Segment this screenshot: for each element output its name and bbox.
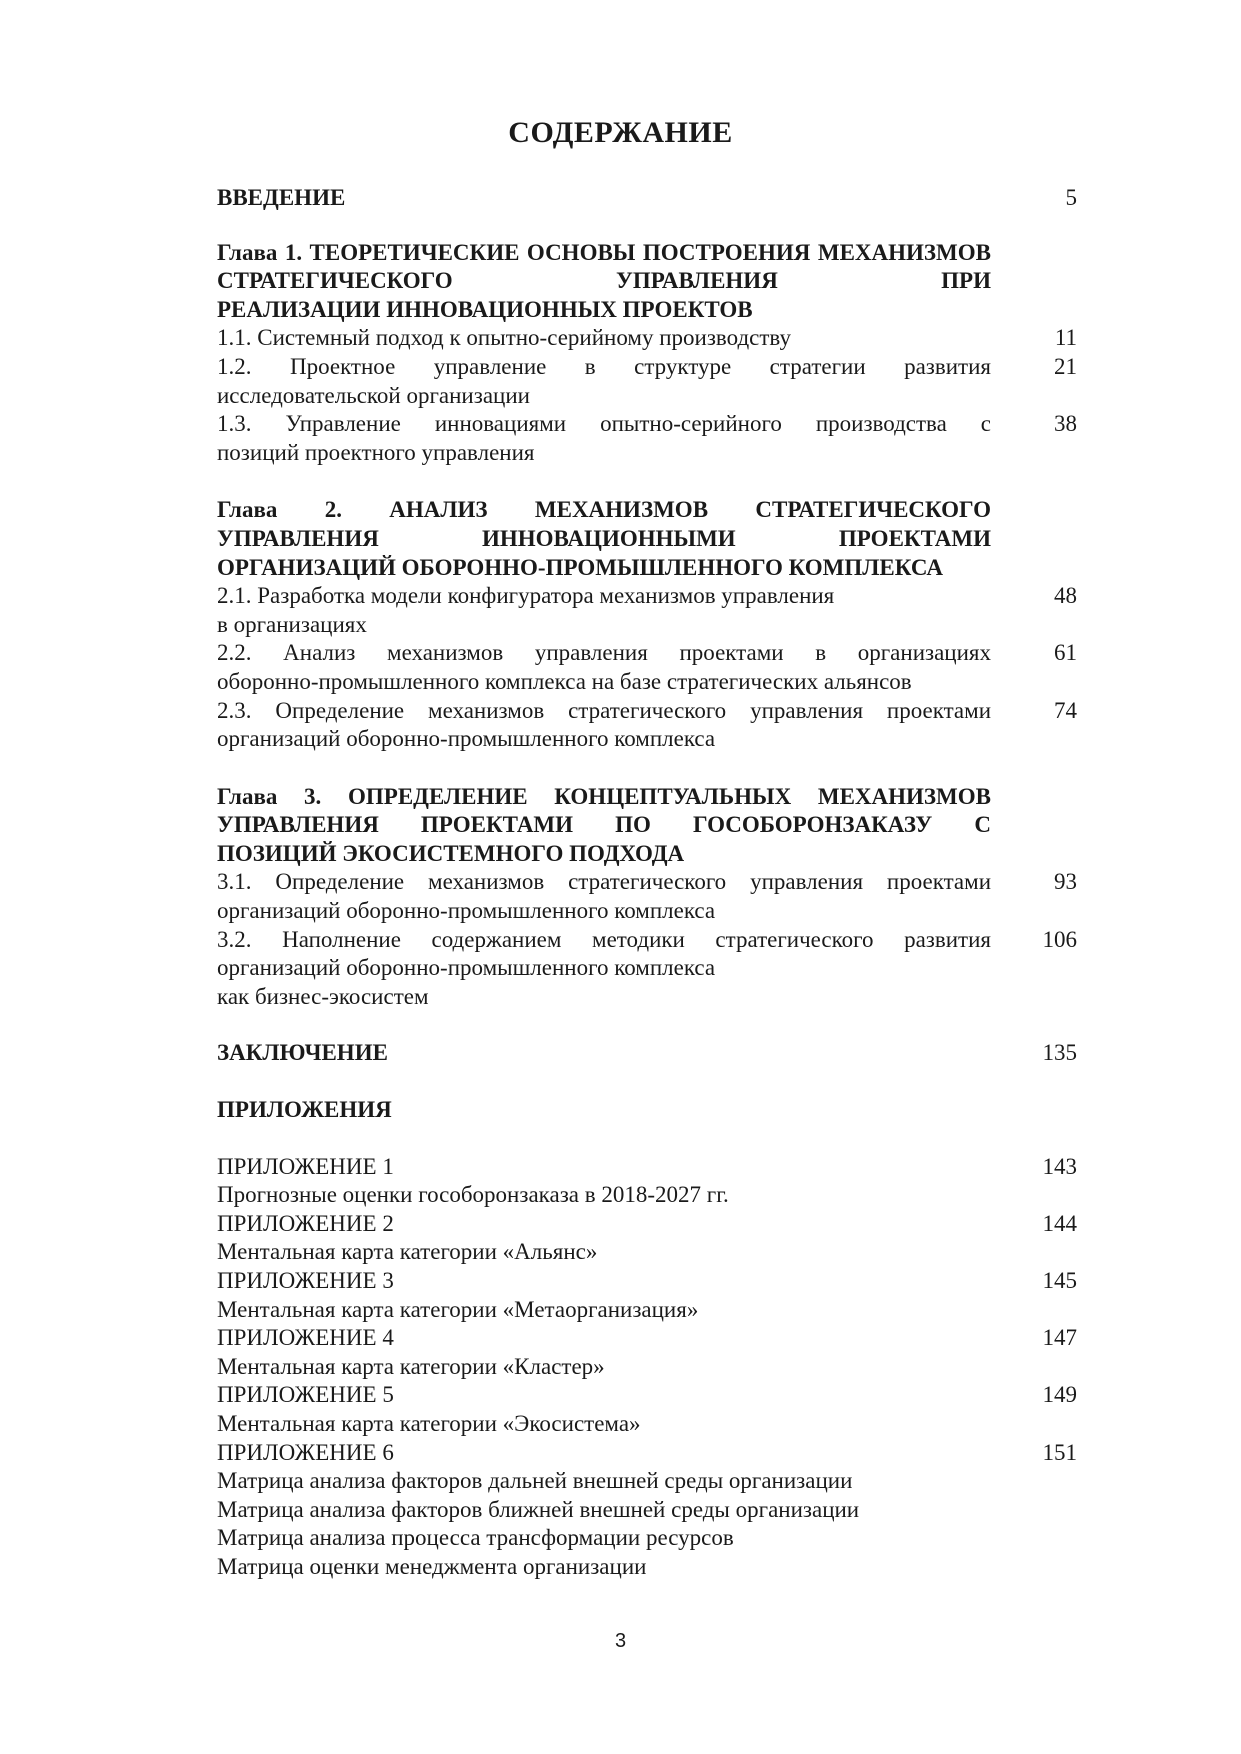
appendix-6-text: ПРИЛОЖЕНИЕ 6 Матрица анализа факторов дальней внешней среды организации Матрица анализа факторов ближней внешней среды организации Матрица анализа процесса трансформации ресурсов Матрица оценки менеджмента организации xyxy=(217,1439,860,1579)
appendix-2-text: ПРИЛОЖЕНИЕ 2 Ментальная карта категории «Альянс» xyxy=(217,1210,598,1265)
table-of-contents xyxy=(217,184,1077,1582)
toc-appendix-6[interactable] xyxy=(217,1439,1077,1582)
toc-appendix-1[interactable] xyxy=(217,1153,1077,1210)
chapter-3-heading[interactable] xyxy=(217,783,991,869)
section-3-2-page: 106 xyxy=(1042,926,1077,952)
toc-intro[interactable] xyxy=(217,184,1077,213)
section-2-1-page: 48 xyxy=(1054,583,1077,609)
chapter-1-heading-line-2: МЕХАНИЗМОВ СТРАТЕГИЧЕСКОГО УПРАВЛЕНИЯ ПРИ xyxy=(217,239,991,294)
chapter-3-heading-line-1: Глава 3. ОПРЕДЕЛЕНИЕ КОНЦЕПТУАЛЬНЫХ МЕХАНИЗМОВ xyxy=(217,783,991,809)
toc-section-1-1[interactable] xyxy=(217,324,1077,353)
section-2-3-page: 74 xyxy=(1054,697,1077,723)
toc-conclusion[interactable] xyxy=(217,1039,1077,1068)
section-1-2-page: 21 xyxy=(1054,353,1077,379)
toc-section-2-3[interactable] xyxy=(217,697,1077,754)
appendix-3-text: ПРИЛОЖЕНИЕ 3 Ментальная карта категории «Метаорганизация» xyxy=(217,1268,699,1322)
section-2-2-title: 2.2. Анализ механизмов управления проектами в организациях оборонно-промышленного комплекса на базе стратегических альянсов xyxy=(217,640,991,694)
toc-chapter-1 xyxy=(217,239,1077,468)
toc-conclusion-label: ЗАКЛЮЧЕНИЕ xyxy=(217,1040,388,1066)
toc-conclusion-page: 135 xyxy=(1042,1040,1077,1066)
appendix-3-page: 145 xyxy=(1042,1268,1077,1293)
appendix-4-page: 147 xyxy=(1042,1325,1077,1351)
page-title: СОДЕРЖАНИЕ xyxy=(508,116,733,149)
section-3-1-page: 93 xyxy=(1054,869,1077,895)
section-2-3-title: 2.3. Определение механизмов стратегического управления проектами организаций оборонно-промышленного комплекса xyxy=(217,697,991,752)
appendix-2-page: 144 xyxy=(1042,1210,1077,1236)
chapter-2-heading[interactable] xyxy=(217,496,991,582)
chapter-2-heading-line-1: Глава 2. АНАЛИЗ МЕХАНИЗМОВ СТРАТЕГИЧЕСКОГО xyxy=(217,497,991,523)
toc-section-1-3[interactable] xyxy=(217,410,1077,467)
toc-appendix-3[interactable] xyxy=(217,1267,1077,1324)
section-2-2-page: 61 xyxy=(1054,640,1077,666)
toc-intro-page: 5 xyxy=(1065,185,1077,210)
toc-section-3-2[interactable] xyxy=(217,926,1077,1012)
toc-section-2-2[interactable] xyxy=(217,639,1077,696)
appendix-1-text: ПРИЛОЖЕНИЕ 1 Прогнозные оценки гособоронзаказа в 2018-2027 гг. xyxy=(217,1153,729,1208)
toc-intro-label: ВВЕДЕНИЕ xyxy=(217,185,346,210)
appendix-4-text: ПРИЛОЖЕНИЕ 4 Ментальная карта категории «Кластер» xyxy=(217,1325,605,1379)
toc-chapter-2 xyxy=(217,496,1077,753)
toc-section-1-2[interactable] xyxy=(217,353,1077,410)
appendix-5-page: 149 xyxy=(1042,1382,1077,1408)
toc-chapter-3 xyxy=(217,783,1077,1012)
section-3-1-title: 3.1. Определение механизмов стратегического управления проектами организаций оборонно-промышленного комплекса xyxy=(217,869,991,924)
appendix-5-text: ПРИЛОЖЕНИЕ 5 Ментальная карта категории «Экосистема» xyxy=(217,1382,641,1436)
section-2-1-title: 2.1. Разработка модели конфигуратора механизмов управления в организациях xyxy=(217,583,835,637)
toc-appendices-label: ПРИЛОЖЕНИЯ xyxy=(217,1097,392,1123)
section-1-3-title: 1.3. Управление инновациями опытно-серийного производства с позиций проектного управления xyxy=(217,411,991,465)
chapter-3-heading-line-3: ПОЗИЦИЙ ЭКОСИСТЕМНОГО ПОДХОДА xyxy=(217,840,685,866)
chapter-1-heading-line-3: РЕАЛИЗАЦИИ ИННОВАЦИОННЫХ ПРОЕКТОВ xyxy=(217,296,753,322)
toc-section-2-1[interactable] xyxy=(217,582,1077,639)
chapter-1-heading-line-1: Глава 1. ТЕОРЕТИЧЕСКИЕ ОСНОВЫ ПОСТРОЕНИЯ xyxy=(217,239,811,265)
toc-appendix-2[interactable] xyxy=(217,1210,1077,1267)
toc-appendix-5[interactable] xyxy=(217,1381,1077,1438)
appendix-6-page: 151 xyxy=(1042,1439,1077,1465)
section-1-1-page: 11 xyxy=(1054,325,1077,351)
toc-section-3-1[interactable] xyxy=(217,868,1077,925)
section-1-3-page: 38 xyxy=(1054,411,1077,437)
chapter-3-heading-line-2: УПРАВЛЕНИЯ ПРОЕКТАМИ ПО ГОСОБОРОНЗАКАЗУ С xyxy=(217,812,991,838)
toc-appendix-4[interactable] xyxy=(217,1324,1077,1381)
chapter-2-heading-line-3: ОРГАНИЗАЦИЙ ОБОРОННО-ПРОМЫШЛЕННОГО КОМПЛЕКСА xyxy=(217,554,943,580)
section-3-2-title: 3.2. Наполнение содержанием методики стратегического развития организаций оборонно-промышленного комплекса как бизнес-экосистем xyxy=(217,926,991,1009)
section-1-2-title: 1.2. Проектное управление в структуре стратегии развития исследовательской организации xyxy=(217,353,991,408)
chapter-2-heading-line-2: УПРАВЛЕНИЯ ИННОВАЦИОННЫМИ ПРОЕКТАМИ xyxy=(217,525,991,551)
section-1-1-title: 1.1. Системный подход к опытно-серийному производству xyxy=(217,325,791,351)
page-number: 3 xyxy=(614,1630,627,1652)
chapter-1-heading[interactable] xyxy=(217,239,991,325)
appendix-1-page: 143 xyxy=(1042,1153,1077,1179)
